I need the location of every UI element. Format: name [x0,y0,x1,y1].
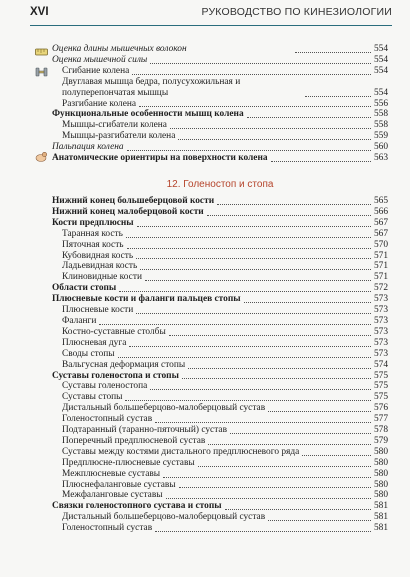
dot-leader [136,258,371,259]
toc-entry-page: 574 [373,359,388,370]
toc-entry-page: 573 [373,326,388,337]
toc-entry-label: Мышцы-сгибатели колена [62,120,167,131]
toc-entry-label: Голеностопный сустав [62,523,153,534]
toc-entry-label: Кубовидная кость [62,250,134,261]
dot-leader [170,128,371,129]
toc-entry [52,480,388,491]
toc-entry [52,338,388,349]
toc-entry-page: 558 [373,109,388,120]
toc-entry-page: 581 [373,523,388,534]
toc-entry-label: Области стопы [52,283,117,294]
toc-entry-page: 554 [373,87,388,98]
toc-entry-label: Плюсневая дуга [62,337,127,348]
toc-entry [52,425,388,436]
toc-entry-label: Суставы стопы [62,392,123,403]
toc-entry-page: 567 [373,228,388,239]
toc-entry [52,261,388,272]
toc-entry-page: 554 [373,44,388,54]
toc-entry [52,142,388,153]
dot-leader [150,63,371,64]
toc-entry-page: 573 [373,348,388,359]
toc-entry-page: 575 [373,381,388,392]
toc-entry-label: Оценка длины мышечных волокон [52,44,187,54]
toc-entry [52,458,388,469]
running-title: РУКОВОДСТВО ПО КИНЕЗИОЛОГИИ [201,6,392,18]
dot-leader [182,378,371,379]
toc-entry-label: Поперечный предплюсневой сустав [62,435,206,446]
dot-leader [166,498,371,499]
dot-leader [247,117,371,118]
toc-entry-page: 580 [373,457,388,468]
dot-leader [230,433,371,434]
dot-leader [271,161,371,162]
toc-entry-page: 567 [373,217,388,228]
dot-leader [132,74,371,75]
toc-entry-page: 576 [373,403,388,414]
toc-entry [52,99,388,110]
dot-leader [179,487,371,488]
dot-leader [119,291,371,292]
toc-entry-label: Плюснефаланговые суставы [62,479,176,490]
dot-leader [302,455,371,456]
toc-entry-page: 558 [373,120,388,131]
toc-entry-label: Фаланги [62,315,97,326]
toc-entry-label: Мышцы-разгибатели колена [62,131,176,142]
dot-leader [137,226,371,227]
toc-entry [52,360,388,371]
toc-entry-page: 566 [373,206,388,217]
toc-entry-page: 571 [373,261,388,272]
toc-entry-page: 581 [373,501,388,512]
toc-entry-page: 563 [373,153,388,164]
toc-entry-label: Ладьевидная кость [62,261,138,272]
toc-entry [52,316,388,327]
toc-entry [52,490,388,501]
page-number: XVI [30,6,49,18]
dot-leader [140,269,371,270]
toc-entry-page: 575 [373,370,388,381]
toc-entry-page: 578 [373,425,388,436]
ruler-icon [35,46,48,58]
dot-leader [268,411,371,412]
toc-entry-label: Подтаранный (таранно-пяточный) сустав [62,425,228,436]
dot-leader [188,368,371,369]
dot-leader [198,466,371,467]
toc-entry-label: Суставы голеностопа [62,381,148,392]
palpation-hand-icon [35,151,48,163]
toc-entry-page: 577 [373,414,388,425]
toc-entry-page: 580 [373,490,388,501]
dot-leader [155,531,371,532]
dot-leader [244,302,371,303]
dot-leader [169,335,371,336]
toc-entry-label: Клиновидные кости [62,272,142,283]
toc-entry [52,251,388,262]
toc-entry [52,447,388,458]
toc-top [52,44,388,164]
toc-entry [52,207,388,218]
toc-entry-label: Таранная кость [62,228,123,239]
dot-leader [268,520,371,521]
toc-entry-label: Межфаланговые суставы [62,490,163,501]
toc-entry-page: 573 [373,337,388,348]
dot-leader [118,357,371,358]
toc-entry-page: 573 [373,315,388,326]
toc-entry [52,55,388,66]
toc-entry-label: Предплюсне-плюсневые суставы [62,457,195,468]
toc-entry-label: Нижний конец малоберцовой кости [52,206,204,217]
dot-leader [127,248,371,249]
toc-entry-label: Разгибание колена [62,98,137,109]
dot-leader [305,96,371,97]
toc-entry-label: Функциональные особенности мышц колена [52,109,244,120]
toc-entry [52,512,388,523]
toc-entry-page: 565 [373,196,388,206]
toc-entry-page: 560 [373,142,388,153]
toc-entry-page: 570 [373,239,388,250]
toc-entry-page: 580 [373,468,388,479]
toc-entry-label: Суставы между костями дистального предплюсневого ряда [62,446,300,457]
dot-leader [136,313,371,314]
toc-chapter [52,196,388,534]
toc-entry-page: 559 [373,131,388,142]
toc-entry-label: Плюсневые кости [62,305,134,316]
toc-entry-page: 573 [373,305,388,316]
toc-entry-label: Сгибание колена [62,65,130,76]
toc-entry [52,218,388,229]
toc-entry [52,436,388,447]
toc-entry-label: Оценка мышечной силы [52,54,148,65]
toc-entry [52,196,388,207]
header-rule [30,25,392,26]
dot-leader [163,477,371,478]
toc-entry [52,131,388,142]
toc-entry [52,272,388,283]
toc-entry-label: Нижний конец большеберцовой кости [52,196,215,206]
toc-entry [52,523,388,534]
toc-entry [52,153,388,164]
dot-leader [225,509,371,510]
toc-entry-label: Межплюсневые суставы [62,468,161,479]
dumbbell-icon [35,66,48,78]
toc-entry [52,403,388,414]
toc-entry [52,44,388,55]
toc-entry-page: 554 [373,54,388,65]
toc-entry-page: 579 [373,435,388,446]
toc-entry-label: Плюсневые кости и фаланги пальцев стопы [52,294,241,305]
toc-entry [52,66,388,77]
dot-leader [295,52,371,53]
toc-entry [52,327,388,338]
dot-leader [155,422,371,423]
toc-entry [52,392,388,403]
dot-leader [145,280,371,281]
toc-entry [52,283,388,294]
toc-entry-label: Вальгусная деформация стопы [62,359,186,370]
toc-entry-label: Анатомические ориентиры на поверхности колена [52,153,268,164]
toc-entry-page: 554 [373,65,388,76]
toc-entry-label: Суставы голеностопа и стопы [52,370,179,381]
toc-entry [52,371,388,382]
toc-entry-label: Дистальный большеберцово-малоберцовый сустав [62,403,266,414]
toc-entry-label: Двуглавая мышца бедра, полусухожильная и полуперепончатая мышцы [62,76,241,98]
toc-entry [52,120,388,131]
chapter-heading: 12. Голеностоп и стопа [166,179,274,190]
toc-entry [52,109,388,120]
dot-leader [127,150,371,151]
toc-entry-label: Костно-суставные столбы [62,326,166,337]
dot-leader [178,139,371,140]
toc-entry [52,349,388,360]
toc-entry [52,501,388,512]
dot-leader [126,237,371,238]
toc-entry [52,469,388,480]
toc-entry-label: Своды стопы [62,348,115,359]
toc-entry [52,305,388,316]
dot-leader [125,400,370,401]
dot-leader [139,106,371,107]
toc-entry-page: 581 [373,512,388,523]
toc-entry-label: Голеностопный сустав [62,414,153,425]
toc-entry-page: 580 [373,479,388,490]
toc-entry [52,229,388,240]
dot-leader [129,346,371,347]
dot-leader [208,444,371,445]
toc-entry-page: 571 [373,250,388,261]
toc-entry-page: 573 [373,294,388,305]
toc-entry-page: 575 [373,392,388,403]
dot-leader [217,204,371,205]
toc-entry [52,77,388,99]
toc-entry-label: Пяточная кость [62,239,124,250]
toc-entry-page: 572 [373,283,388,294]
toc-entry-page: 556 [373,98,388,109]
toc-entry-label: Связки голеностопного сустава и стопы [52,501,222,512]
dot-leader [150,389,371,390]
page-header [30,2,392,22]
toc-entry-label: Пальпация колена [52,142,124,153]
dot-leader [207,215,371,216]
dot-leader [99,324,371,325]
toc-entry-label: Дистальный большеберцово-малоберцовый сустав [62,512,266,523]
toc-entry [52,381,388,392]
toc-entry [52,414,388,425]
toc-entry-page: 580 [373,446,388,457]
toc-entry [52,240,388,251]
toc-entry-page: 571 [373,272,388,283]
toc-entry-label: Кости предплюсны [52,217,134,228]
toc-entry [52,294,388,305]
